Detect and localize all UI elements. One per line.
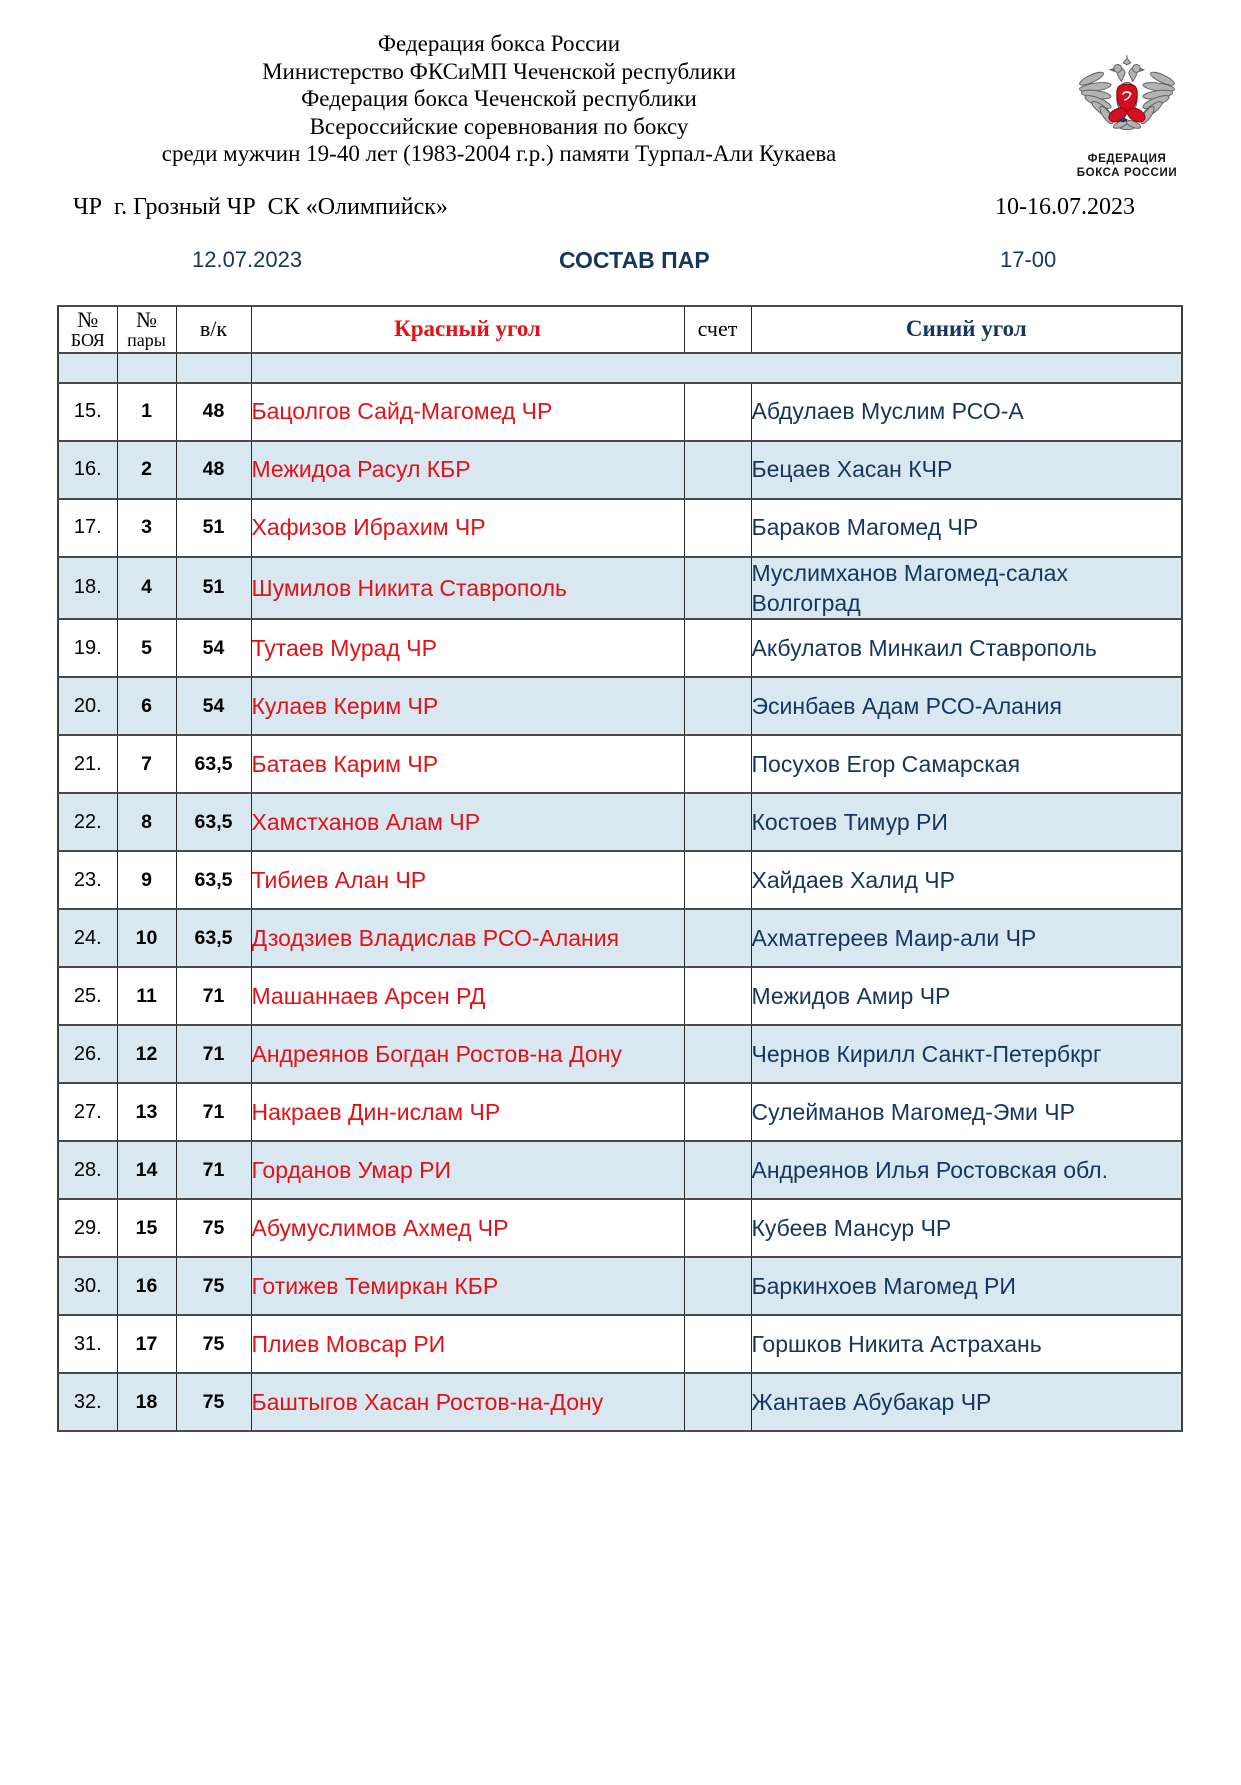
score-cell <box>684 967 751 1025</box>
table-row <box>58 735 1182 793</box>
blue-corner-boxer: Костоев Тимур РИ <box>751 793 1182 851</box>
weight-class: 63,5 <box>176 793 251 851</box>
red-corner-boxer: Кулаев Керим ЧР <box>251 677 684 735</box>
document-header <box>88 30 910 168</box>
session-time: 17-00 <box>1000 246 1057 272</box>
pair-number: 17 <box>117 1315 176 1373</box>
table-row <box>58 851 1182 909</box>
blue-corner-boxer: Андреянов Илья Ростовская обл. <box>751 1141 1182 1199</box>
weight-class: 75 <box>176 1373 251 1431</box>
red-corner-boxer: Плиев Мовсар РИ <box>251 1315 684 1373</box>
weight-class: 54 <box>176 677 251 735</box>
score-cell <box>684 1141 751 1199</box>
table-row <box>58 441 1182 499</box>
score-cell <box>684 1083 751 1141</box>
blue-corner-boxer: Сулейманов Магомед-Эми ЧР <box>751 1083 1182 1141</box>
pairs-table <box>57 305 1183 1433</box>
spacer-cell <box>176 353 251 383</box>
pair-number: 9 <box>117 851 176 909</box>
red-corner-boxer: Батаев Карим ЧР <box>251 735 684 793</box>
blue-corner-boxer: Посухов Егор Самарская <box>751 735 1182 793</box>
score-cell <box>684 851 751 909</box>
weight-class: 63,5 <box>176 851 251 909</box>
pair-number: 8 <box>117 793 176 851</box>
col-header-pair-no-symbol: № <box>136 307 157 332</box>
red-corner-boxer: Тутаев Мурад ЧР <box>251 619 684 677</box>
table-header-row <box>58 306 1182 353</box>
pair-number: 16 <box>117 1257 176 1315</box>
red-corner-boxer: Андреянов Богдан Ростов-на Дону <box>251 1025 684 1083</box>
pair-number: 2 <box>117 441 176 499</box>
red-corner-boxer: Машаннаев Арсен РД <box>251 967 684 1025</box>
table-row <box>58 793 1182 851</box>
red-corner-boxer: Межидоа Расул КБР <box>251 441 684 499</box>
table-row <box>58 677 1182 735</box>
bout-number: 32. <box>58 1373 117 1431</box>
federation-logo <box>1067 54 1187 180</box>
table-row <box>58 1315 1182 1373</box>
score-cell <box>684 557 751 620</box>
table-row <box>58 1025 1182 1083</box>
red-corner-boxer: Абумуслимов Ахмед ЧР <box>251 1199 684 1257</box>
logo-caption-line-2: БОКСА РОССИИ <box>1076 166 1178 179</box>
weight-class: 71 <box>176 1083 251 1141</box>
table-row <box>58 909 1182 967</box>
bout-number: 29. <box>58 1199 117 1257</box>
blue-corner-boxer: Кубеев Мансур ЧР <box>751 1199 1182 1257</box>
pair-number: 10 <box>117 909 176 967</box>
red-corner-boxer: Накраев Дин-ислам ЧР <box>251 1083 684 1141</box>
pair-number: 3 <box>117 499 176 557</box>
red-corner-boxer: Хамстханов Алам ЧР <box>251 793 684 851</box>
pair-number: 6 <box>117 677 176 735</box>
red-corner-boxer: Бацолгов Сайд-Магомед ЧР <box>251 383 684 441</box>
table-row <box>58 383 1182 441</box>
table-row <box>58 1083 1182 1141</box>
weight-class: 71 <box>176 967 251 1025</box>
double-headed-eagle-icon <box>1067 54 1187 150</box>
bout-number: 18. <box>58 557 117 620</box>
blue-corner-boxer: Бецаев Хасан КЧР <box>751 441 1182 499</box>
weight-class: 48 <box>176 441 251 499</box>
pair-number: 7 <box>117 735 176 793</box>
score-cell <box>684 1025 751 1083</box>
weight-class: 63,5 <box>176 909 251 967</box>
spacer-row <box>58 353 1182 383</box>
pair-number: 18 <box>117 1373 176 1431</box>
header-line-4: Всероссийские соревнования по боксу <box>309 113 689 139</box>
blue-corner-boxer: Бараков Магомед ЧР <box>751 499 1182 557</box>
bout-number: 26. <box>58 1025 117 1083</box>
weight-class: 71 <box>176 1141 251 1199</box>
pair-number: 12 <box>117 1025 176 1083</box>
pair-number: 13 <box>117 1083 176 1141</box>
blue-corner-boxer: Абдулаев Муслим РСО-А <box>751 383 1182 441</box>
bout-number: 31. <box>58 1315 117 1373</box>
bout-number: 23. <box>58 851 117 909</box>
bout-sheet-page <box>0 30 1241 1785</box>
bout-number: 19. <box>58 619 117 677</box>
weight-class: 75 <box>176 1199 251 1257</box>
header-line-1: Федерация бокса России <box>377 31 621 56</box>
red-corner-boxer: Готижев Темиркан КБР <box>251 1257 684 1315</box>
table-row <box>58 1199 1182 1257</box>
bout-number: 16. <box>58 441 117 499</box>
bout-number: 30. <box>58 1257 117 1315</box>
score-cell <box>684 793 751 851</box>
red-corner-boxer: Шумилов Никита Ставрополь <box>251 557 684 620</box>
bout-number: 21. <box>58 735 117 793</box>
score-cell <box>684 735 751 793</box>
bout-number: 17. <box>58 499 117 557</box>
table-row <box>58 557 1182 620</box>
table-row <box>58 499 1182 557</box>
score-cell <box>684 1315 751 1373</box>
table-row <box>58 967 1182 1025</box>
blue-corner-boxer: Чернов Кирилл Санкт-Петербкрг <box>751 1025 1182 1083</box>
score-cell <box>684 1373 751 1431</box>
score-cell <box>684 499 751 557</box>
blue-corner-boxer: Жантаев Абубакар ЧР <box>751 1373 1182 1431</box>
session-date: 12.07.2023 <box>192 246 303 272</box>
logo-caption <box>1067 153 1187 180</box>
competition-dates: 10-16.07.2023 <box>995 193 1135 220</box>
score-cell <box>684 1257 751 1315</box>
header-line-2: Министерство ФКСиМП Чеченской республики <box>262 58 736 84</box>
red-corner-boxer: Горданов Умар РИ <box>251 1141 684 1199</box>
pair-number: 1 <box>117 383 176 441</box>
col-header-bout-no-symbol: № <box>77 307 99 332</box>
weight-class: 51 <box>176 499 251 557</box>
red-corner-boxer: Хафизов Ибрахим ЧР <box>251 499 684 557</box>
col-header-blue-corner: Синий угол <box>751 306 1182 353</box>
col-header-red-corner: Красный угол <box>251 306 684 353</box>
score-cell <box>684 619 751 677</box>
bout-number: 20. <box>58 677 117 735</box>
pair-number: 5 <box>117 619 176 677</box>
col-header-pair-no <box>117 306 176 353</box>
page-title: СОСТАВ ПАР <box>559 246 710 273</box>
pair-number: 14 <box>117 1141 176 1199</box>
weight-class: 51 <box>176 557 251 620</box>
score-cell <box>684 677 751 735</box>
col-header-score: счет <box>684 306 751 353</box>
blue-corner-boxer: Ахматгереев Маир-али ЧР <box>751 909 1182 967</box>
header-line-3: Федерация бокса Чеченской республики <box>301 86 697 111</box>
pair-number: 15 <box>117 1199 176 1257</box>
bout-number: 22. <box>58 793 117 851</box>
blue-corner-boxer: Муслимханов Магомед-салах Волгоград <box>751 557 1182 620</box>
bout-number: 15. <box>58 383 117 441</box>
pair-number: 4 <box>117 557 176 620</box>
logo-caption-line-1: ФЕДЕРАЦИЯ <box>1087 153 1167 165</box>
col-header-bout-no <box>58 306 117 353</box>
red-corner-boxer: Баштыгов Хасан Ростов-на-Дону <box>251 1373 684 1431</box>
blue-corner-boxer: Хайдаев Халид ЧР <box>751 851 1182 909</box>
pairs-table-body <box>58 353 1182 1432</box>
table-row <box>58 619 1182 677</box>
weight-class: 54 <box>176 619 251 677</box>
bout-number: 28. <box>58 1141 117 1199</box>
weight-class: 71 <box>176 1025 251 1083</box>
spacer-cell <box>58 353 117 383</box>
spacer-cell <box>117 353 176 383</box>
score-cell <box>684 1199 751 1257</box>
venue-text: ЧР г. Грозный ЧР СК «Олимпийск» <box>73 193 448 220</box>
bout-number: 24. <box>58 909 117 967</box>
table-row <box>58 1141 1182 1199</box>
col-header-bout-no-label: БОЯ <box>70 330 105 350</box>
weight-class: 75 <box>176 1315 251 1373</box>
score-cell <box>684 441 751 499</box>
blue-corner-boxer: Горшков Никита Астрахань <box>751 1315 1182 1373</box>
schedule-line <box>0 247 1241 275</box>
blue-corner-boxer: Акбулатов Минкаил Ставрополь <box>751 619 1182 677</box>
weight-class: 75 <box>176 1257 251 1315</box>
blue-corner-boxer: Баркинхоев Магомед РИ <box>751 1257 1182 1315</box>
spacer-cell <box>251 353 1182 383</box>
header-line-5: среди мужчин 19-40 лет (1983-2004 г.р.) памяти Турпал-Али Кукаева <box>161 141 837 166</box>
pair-number: 11 <box>117 967 176 1025</box>
blue-corner-boxer: Межидов Амир ЧР <box>751 967 1182 1025</box>
red-corner-boxer: Дзодзиев Владислав РСО-Алания <box>251 909 684 967</box>
blue-corner-boxer: Эсинбаев Адам РСО-Алания <box>751 677 1182 735</box>
red-corner-boxer: Тибиев Алан ЧР <box>251 851 684 909</box>
weight-class: 48 <box>176 383 251 441</box>
venue-dates-line <box>73 194 1135 221</box>
score-cell <box>684 909 751 967</box>
table-row <box>58 1257 1182 1315</box>
score-cell <box>684 383 751 441</box>
table-row <box>58 1373 1182 1431</box>
bout-number: 25. <box>58 967 117 1025</box>
bout-number: 27. <box>58 1083 117 1141</box>
col-header-weight: в/к <box>176 306 251 353</box>
col-header-pair-no-label: пары <box>127 330 166 350</box>
weight-class: 63,5 <box>176 735 251 793</box>
